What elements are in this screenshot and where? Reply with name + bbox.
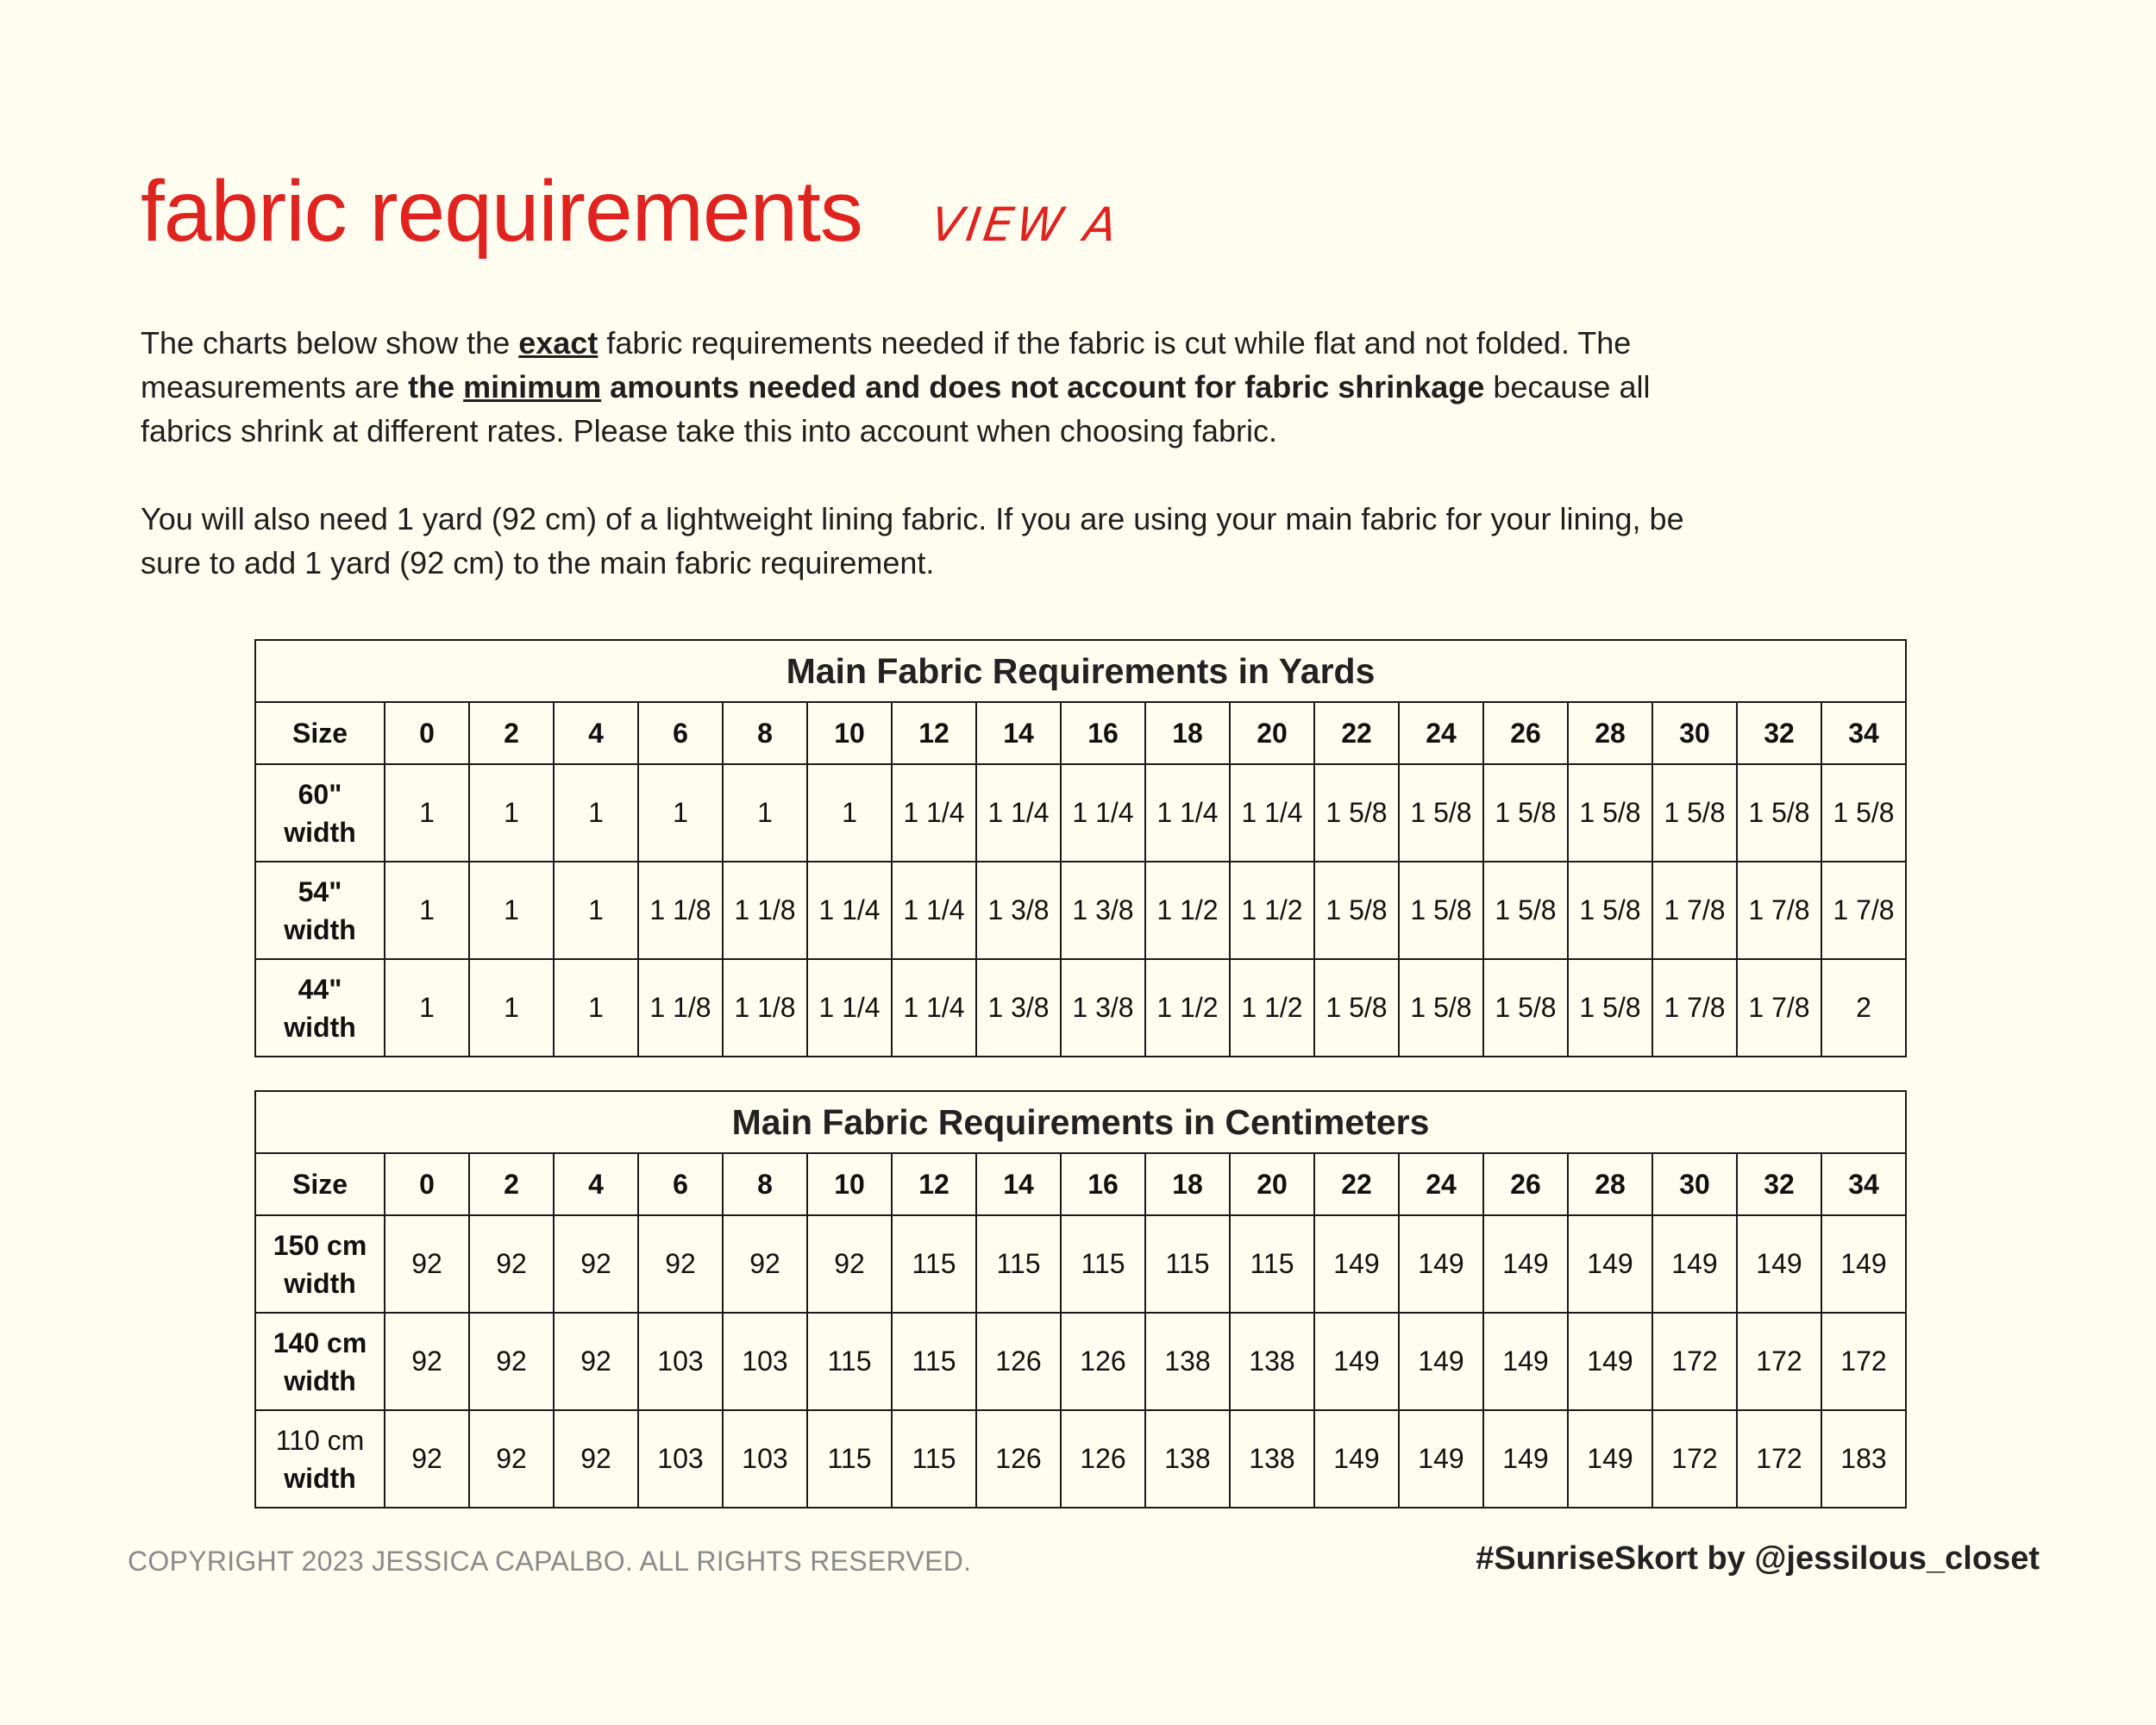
size-column-header: 0 — [385, 702, 469, 764]
fabric-width-unit: width — [284, 1364, 356, 1396]
table-cell: 126 — [976, 1313, 1061, 1410]
intro-text-run: The charts below show the — [141, 325, 519, 361]
table-cell: 92 — [469, 1313, 554, 1410]
table-cell: 103 — [723, 1410, 807, 1508]
table-cell: 1 7/8 — [1821, 862, 1906, 959]
centimeters-table-title: Main Fabric Requirements in Centimeters — [255, 1091, 1906, 1153]
intro-paragraph-1 — [141, 321, 1693, 453]
table-cell: 115 — [976, 1215, 1061, 1313]
table-row — [255, 764, 1906, 862]
size-column-header: 28 — [1568, 1153, 1652, 1215]
yards-size-header-row — [255, 702, 1906, 764]
fabric-width-label — [255, 1410, 385, 1508]
table-cell: 1 1/2 — [1145, 959, 1230, 1057]
size-column-header: 22 — [1314, 1153, 1399, 1215]
table-cell: 1 — [723, 764, 807, 862]
minimum-emphasis: minimum — [463, 369, 602, 405]
table-cell: 92 — [554, 1215, 638, 1313]
size-column-header: 18 — [1145, 702, 1230, 764]
table-cell: 1 — [807, 764, 892, 862]
table-cell: 1 1/4 — [1230, 764, 1314, 862]
table-cell: 1 5/8 — [1568, 959, 1652, 1057]
table-row — [255, 959, 1906, 1057]
size-column-header: 24 — [1399, 702, 1483, 764]
size-column-header: 24 — [1399, 1153, 1483, 1215]
fabric-width-label — [255, 862, 385, 959]
table-cell: 149 — [1821, 1215, 1906, 1313]
table-cell: 1 1/2 — [1230, 959, 1314, 1057]
size-column-header: 20 — [1230, 1153, 1314, 1215]
table-cell: 1 — [385, 764, 469, 862]
table-cell: 172 — [1652, 1313, 1737, 1410]
table-cell: 92 — [469, 1410, 554, 1508]
table-cell: 1 5/8 — [1568, 862, 1652, 959]
size-column-header: 16 — [1061, 1153, 1145, 1215]
table-cell: 103 — [723, 1313, 807, 1410]
table-cell: 1 — [469, 764, 554, 862]
size-column-header: 34 — [1821, 702, 1906, 764]
table-cell: 1 1/4 — [892, 959, 976, 1057]
table-cell: 1 1/2 — [1145, 862, 1230, 959]
table-cell: 1 7/8 — [1737, 959, 1821, 1057]
table-cell: 115 — [807, 1313, 892, 1410]
size-column-header: 14 — [976, 702, 1061, 764]
table-cell: 1 — [385, 862, 469, 959]
size-column-header: 4 — [554, 1153, 638, 1215]
table-cell: 149 — [1399, 1410, 1483, 1508]
table-row — [255, 862, 1906, 959]
table-cell: 1 3/8 — [976, 862, 1061, 959]
size-column-header: 8 — [723, 702, 807, 764]
table-cell: 149 — [1314, 1215, 1399, 1313]
table-cell: 115 — [1061, 1215, 1145, 1313]
size-column-header: 30 — [1652, 702, 1737, 764]
size-column-header: 12 — [892, 702, 976, 764]
size-column-header: 30 — [1652, 1153, 1737, 1215]
table-cell: 1 1/4 — [1145, 764, 1230, 862]
intro-text-run: fabric requirements needed if the fabric is cut while flat and not folded. The measurements are — [141, 325, 1632, 405]
table-cell: 172 — [1821, 1313, 1906, 1410]
table-cell: 92 — [638, 1215, 723, 1313]
size-column-header: 28 — [1568, 702, 1652, 764]
fabric-width-label — [255, 764, 385, 862]
size-column-header: 8 — [723, 1153, 807, 1215]
table-cell: 1 5/8 — [1652, 764, 1737, 862]
hashtag-credit: #SunriseSkort by @jessilous_closet — [1476, 1540, 2040, 1577]
table-cell: 1 5/8 — [1483, 764, 1568, 862]
table-cell: 1 5/8 — [1483, 862, 1568, 959]
table-cell: 1 5/8 — [1314, 959, 1399, 1057]
table-cell: 126 — [1061, 1410, 1145, 1508]
fabric-width-label — [255, 1215, 385, 1313]
table-cell: 1 1/4 — [807, 862, 892, 959]
size-column-header: 10 — [807, 702, 892, 764]
table-cell: 1 7/8 — [1652, 862, 1737, 959]
table-cell: 138 — [1230, 1313, 1314, 1410]
table-cell: 92 — [385, 1410, 469, 1508]
fabric-width-unit: width — [284, 1462, 356, 1494]
size-column-header: 6 — [638, 1153, 723, 1215]
cm-size-header-row — [255, 1153, 1906, 1215]
fabric-width-unit: width — [284, 816, 356, 848]
table-cell: 92 — [385, 1215, 469, 1313]
table-cell: 1 1/4 — [976, 764, 1061, 862]
size-column-header: 22 — [1314, 702, 1399, 764]
size-column-header: 14 — [976, 1153, 1061, 1215]
table-cell: 1 5/8 — [1314, 764, 1399, 862]
table-cell: 1 1/8 — [638, 862, 723, 959]
table-cell: 172 — [1652, 1410, 1737, 1508]
table-cell: 138 — [1230, 1410, 1314, 1508]
yards-table — [254, 639, 1907, 1057]
table-cell: 115 — [892, 1215, 976, 1313]
yards-table-title: Main Fabric Requirements in Yards — [255, 640, 1906, 702]
fabric-width-unit: width — [284, 1011, 356, 1043]
fabric-width-value: 150 cm — [273, 1229, 367, 1261]
size-column-header: 10 — [807, 1153, 892, 1215]
table-cell: 1 5/8 — [1568, 764, 1652, 862]
table-cell: 92 — [807, 1215, 892, 1313]
table-cell: 1 3/8 — [1061, 959, 1145, 1057]
table-cell: 103 — [638, 1410, 723, 1508]
table-cell: 126 — [1061, 1313, 1145, 1410]
table-cell: 1 — [469, 959, 554, 1057]
table-cell: 1 — [638, 764, 723, 862]
table-cell: 1 1/4 — [892, 764, 976, 862]
intro-text-run: because all fabrics shrink at different rates. Please take this into account when choosing fabric. — [141, 369, 1651, 448]
exact-emphasis: exact — [518, 325, 599, 361]
view-label: VIEW A — [927, 198, 1125, 252]
table-cell: 1 1/8 — [723, 959, 807, 1057]
size-column-header: 12 — [892, 1153, 976, 1215]
size-column-header: 16 — [1061, 702, 1145, 764]
size-column-header: 6 — [638, 702, 723, 764]
size-column-header: 26 — [1483, 1153, 1568, 1215]
table-cell: 1 5/8 — [1399, 959, 1483, 1057]
table-cell: 1 1/4 — [1061, 764, 1145, 862]
table-cell: 92 — [469, 1215, 554, 1313]
table-cell: 115 — [807, 1410, 892, 1508]
table-cell: 149 — [1314, 1410, 1399, 1508]
table-cell: 172 — [1737, 1313, 1821, 1410]
table-cell: 115 — [1145, 1215, 1230, 1313]
table-cell: 1 5/8 — [1314, 862, 1399, 959]
table-cell: 92 — [554, 1410, 638, 1508]
size-column-header: 4 — [554, 702, 638, 764]
table-cell: 149 — [1483, 1215, 1568, 1313]
table-cell: 1 1/4 — [892, 862, 976, 959]
table-cell: 115 — [1230, 1215, 1314, 1313]
table-cell: 103 — [638, 1313, 723, 1410]
copyright-notice: COPYRIGHT 2023 JESSICA CAPALBO. ALL RIGHTS RESERVED. — [128, 1546, 972, 1577]
size-column-header: 18 — [1145, 1153, 1230, 1215]
table-cell: 1 5/8 — [1821, 764, 1906, 862]
size-header: Size — [255, 702, 385, 764]
table-cell: 149 — [1314, 1313, 1399, 1410]
table-cell: 149 — [1483, 1313, 1568, 1410]
table-cell: 138 — [1145, 1313, 1230, 1410]
fabric-width-value: 60" — [298, 778, 342, 810]
table-cell: 172 — [1737, 1410, 1821, 1508]
table-cell: 149 — [1568, 1313, 1652, 1410]
table-cell: 1 — [385, 959, 469, 1057]
table-cell: 1 1/8 — [723, 862, 807, 959]
table-cell: 92 — [554, 1313, 638, 1410]
intro-bold-run: amounts needed and does not account for fabric shrinkage — [601, 369, 1485, 405]
size-column-header: 2 — [469, 1153, 554, 1215]
table-cell: 2 — [1821, 959, 1906, 1057]
fabric-width-value: 140 cm — [273, 1327, 367, 1358]
table-cell: 1 — [469, 862, 554, 959]
size-column-header: 20 — [1230, 702, 1314, 764]
table-cell: 1 1/8 — [638, 959, 723, 1057]
table-cell: 1 3/8 — [976, 959, 1061, 1057]
intro-paragraph-2: You will also need 1 yard (92 cm) of a lightweight lining fabric. If you are using your main fabric for your lining, be sure to add 1 yard (92 cm) to the main fabric requirement. — [141, 501, 1684, 580]
table-cell: 1 5/8 — [1399, 764, 1483, 862]
table-cell: 149 — [1399, 1313, 1483, 1410]
table-cell: 1 5/8 — [1737, 764, 1821, 862]
fabric-width-unit: width — [284, 1267, 356, 1299]
size-column-header: 32 — [1737, 1153, 1821, 1215]
table-cell: 149 — [1737, 1215, 1821, 1313]
table-cell: 1 3/8 — [1061, 862, 1145, 959]
table-cell: 92 — [385, 1313, 469, 1410]
size-column-header: 34 — [1821, 1153, 1906, 1215]
table-cell: 149 — [1483, 1410, 1568, 1508]
fabric-width-label — [255, 959, 385, 1057]
table-cell: 1 — [554, 764, 638, 862]
size-column-header: 32 — [1737, 702, 1821, 764]
table-row — [255, 1313, 1906, 1410]
table-row — [255, 1410, 1906, 1508]
table-cell: 1 7/8 — [1737, 862, 1821, 959]
fabric-width-label — [255, 1313, 385, 1410]
table-cell: 149 — [1652, 1215, 1737, 1313]
table-cell: 115 — [892, 1313, 976, 1410]
table-cell: 115 — [892, 1410, 976, 1508]
table-cell: 138 — [1145, 1410, 1230, 1508]
table-cell: 149 — [1568, 1410, 1652, 1508]
table-cell: 1 5/8 — [1399, 862, 1483, 959]
table-cell: 1 — [554, 862, 638, 959]
size-column-header: 0 — [385, 1153, 469, 1215]
fabric-width-value: 110 cm — [275, 1424, 365, 1456]
table-row — [255, 1215, 1906, 1313]
table-cell: 149 — [1568, 1215, 1652, 1313]
fabric-width-value: 54" — [298, 875, 342, 907]
table-cell: 183 — [1821, 1410, 1906, 1508]
fabric-width-value: 44" — [298, 973, 342, 1005]
size-column-header: 26 — [1483, 702, 1568, 764]
intro-bold-run: the — [408, 369, 464, 405]
page-title: fabric requirements — [141, 163, 862, 260]
table-cell: 1 7/8 — [1652, 959, 1737, 1057]
size-header: Size — [255, 1153, 385, 1215]
table-cell: 92 — [723, 1215, 807, 1313]
table-cell: 149 — [1399, 1215, 1483, 1313]
title-row — [141, 162, 1125, 274]
centimeters-table — [254, 1090, 1907, 1509]
table-cell: 1 1/2 — [1230, 862, 1314, 959]
intro-text — [141, 321, 1693, 629]
size-column-header: 2 — [469, 702, 554, 764]
table-cell: 1 — [554, 959, 638, 1057]
table-cell: 1 1/4 — [807, 959, 892, 1057]
table-cell: 126 — [976, 1410, 1061, 1508]
fabric-width-unit: width — [284, 913, 356, 945]
table-cell: 1 5/8 — [1483, 959, 1568, 1057]
